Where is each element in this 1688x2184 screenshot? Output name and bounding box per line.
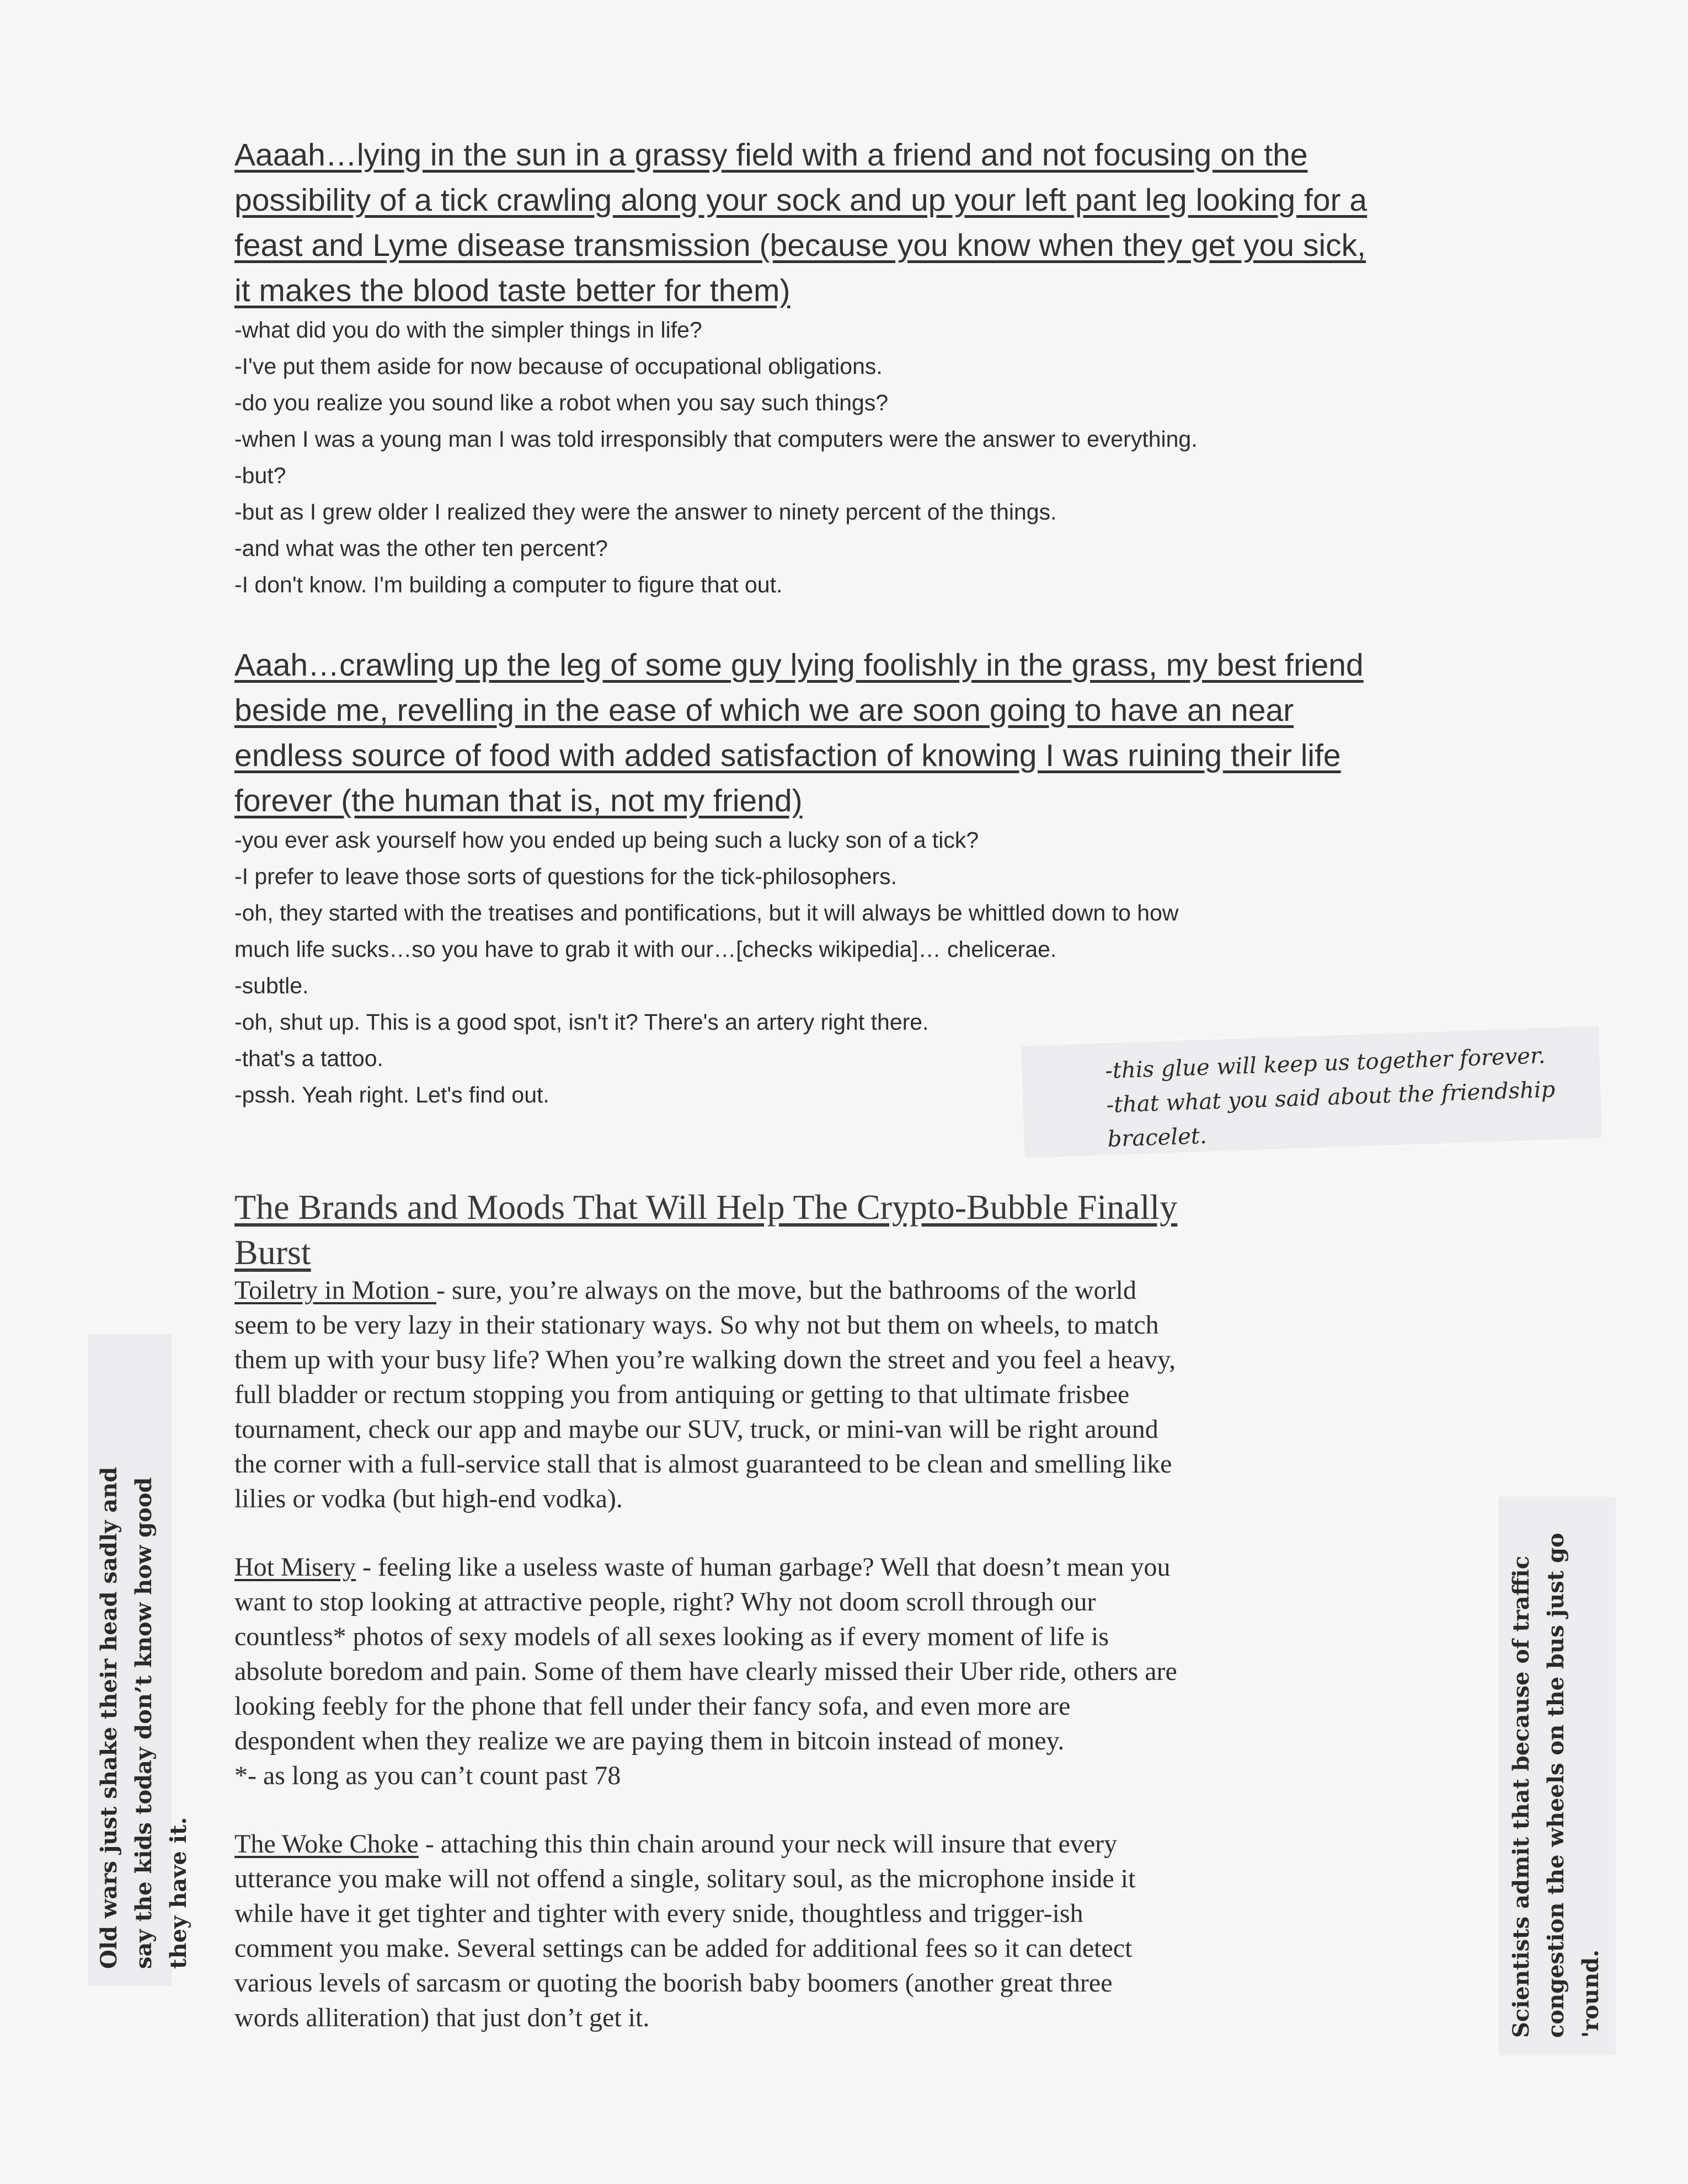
dialog-line: -when I was a young man I was told irresponsibly that computers were the answer to everything. [234,426,1198,452]
dialog-line: -you ever ask yourself how you ended up being such a lucky son of a tick? [234,827,979,853]
dialog-line: -pssh. Yeah right. Let's find out. [234,1082,549,1107]
dialog-line: -I don't know. I'm building a computer to figure that out. [234,572,783,597]
dialog-line: -I've put them aside for now because of occupational obligations. [234,354,883,379]
dialog-line: -and what was the other ten percent? [234,536,608,561]
right-strip-text: Scientists admit that because of traffic congestion the wheels on the bus just go 'round. [1508,1533,1604,2038]
dialog-line: -subtle. [234,973,309,998]
left-strip-text: Old wars just shake their head sadly and say the kids today don’t know how good they have it. [96,1466,191,1969]
glue-strip-text: -this glue will keep us together forever. -that what you said about the friendship bracelet. [1104,1043,1556,1152]
brand-title: Hot Misery [234,1553,356,1582]
brand-title: The Woke Choke [234,1829,419,1859]
taped-strip-right [1499,1497,1615,2054]
dialog-line: -do you realize you sound like a robot when you say such things? [234,390,889,415]
dialog-line: -but? [234,463,286,488]
brand-item-toiletry: Toiletry in Motion - sure, you’re always on the move, but the bathrooms of the world seem to be very lazy in their stationary ways. So why not but them on wheels, to match them up with your busy life? When you’re walking down the street and you feel a heavy, full bladder or rectum stopping you from antiquing or getting to that ultimate frisbee tournament, check our app and maybe our SUV, truck, or mini-van will be right around the corner with a full-service stall that is almost guaranteed to be clean and smelling like lilies or vodka (but high-end vodka). [234,1276,1176,1513]
section3-heading: The Brands and Moods That Will Help The Crypto-Bubble Finally Burst [234,1187,1178,1272]
dialog-line: -but as I grew older I realized they were the answer to ninety percent of the things. [234,499,1057,524]
section1-heading: Aaaah…lying in the sun in a grassy field with a friend and not focusing on the possibility of a tick crawling along your sock and up your left pant leg looking for a feast and Lyme disease transmission (because you know when they get you sick, it makes the blood taste better for them) [234,137,1368,308]
dialog-line: -that's a tattoo. [234,1046,383,1071]
dialog-line: -oh, shut up. This is a good spot, isn't it? There's an artery right there. [234,1009,929,1035]
footnote: *- as long as you can’t count past 78 [234,1761,621,1790]
dialog-line: -oh, they started with the treatises and pontifications, but it will always be whittled down to how [234,900,1179,925]
section2-heading: Aaah…crawling up the leg of some guy lying foolishly in the grass, my best friend beside me, revelling in the ease of which we are soon going to have an near endless source of food with added satisfaction of knowing I was ruining their life forever (the human that is, not my friend) [234,647,1364,818]
taped-strip-left [88,1335,191,1985]
brand-item-hot-misery: Hot Misery - feeling like a useless waste of human garbage? Well that doesn’t mean you want to stop looking at attractive people, right? Why not doom scroll through our countless* photos of sexy models of all sexes looking as if every moment of life is absolute boredom and pain. Some of them have clearly missed their Uber ride, others are looking feebly for the phone that fell under their fancy sofa, and even more are despondent when they realize we are paying them in bitcoin instead of money. *- as long as you can’t count past 78 [234,1550,1448,1793]
taped-strip-glue [1022,1027,1601,1157]
brand-title: Toiletry in Motion [234,1276,436,1305]
section1-dialog [234,312,1448,603]
dialog-line: -what did you do with the simpler things in life? [234,317,702,342]
dialog-line: much life sucks…so you have to grab it with our…[checks wikipedia]… chelicerae. [234,936,1057,962]
brand-item-woke-choke: The Woke Choke - attaching this thin chain around your neck will insure that every utterance you make will not offend a single, solitary soul, as the microphone inside it while have it get tighter and tighter with every snide, thoughtless and trigger-ish comment you make. Several settings can be added for additional fees so it can detect various levels of sarcasm or quoting the boorish baby boomers (another great three words alliteration) that just don’t get it. [234,1829,1136,2032]
dialog-line: -I prefer to leave those sorts of questions for the tick-philosophers. [234,864,897,889]
